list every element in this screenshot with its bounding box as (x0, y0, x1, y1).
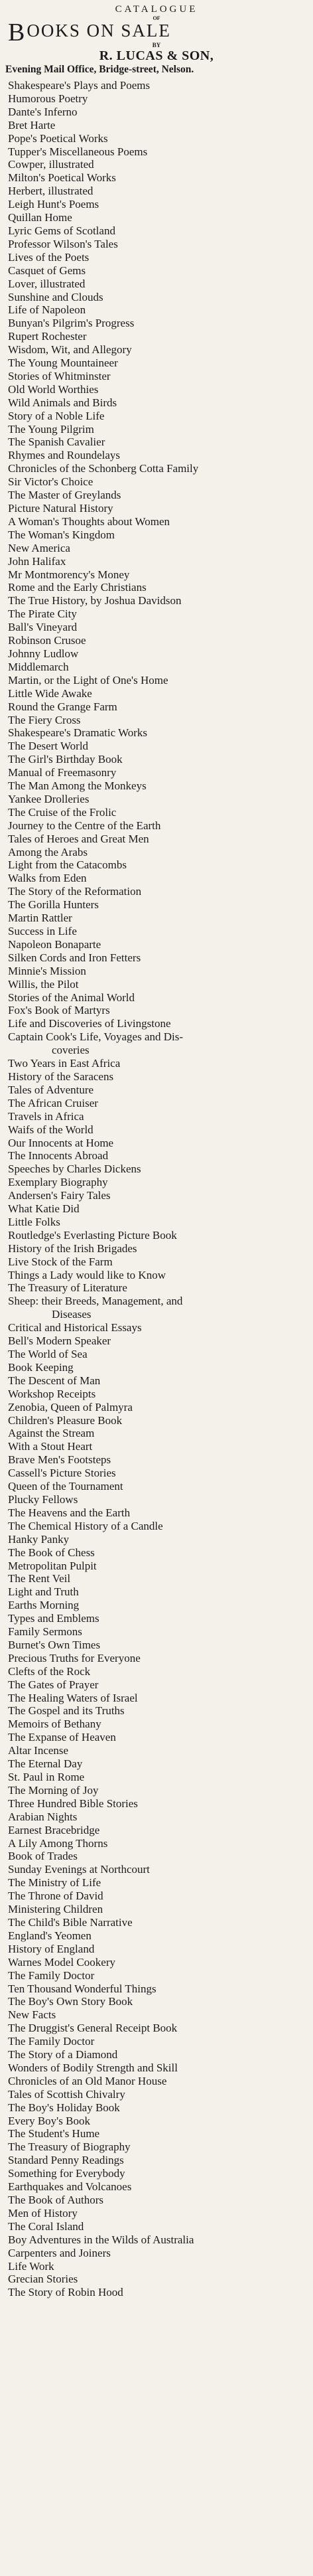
book-entry: Altar Incense (8, 1744, 69, 1757)
book-entry: Workshop Receipts (8, 1387, 96, 1400)
book-entry: Martin, or the Light of One's Home (8, 673, 168, 686)
book-entry: Journey to the Centre of the Earth (8, 819, 161, 832)
book-entry: The True History, by Joshua Davidson (8, 594, 182, 607)
book-entry: Rome and the Early Christians (8, 581, 147, 594)
book-entry: Zenobia, Queen of Palmyra (8, 1400, 133, 1413)
book-entry: Robinson Crusoe (8, 634, 86, 647)
book-entry: Wisdom, Wit, and Allegory (8, 343, 132, 357)
book-entry: Herbert, illustrated (8, 185, 94, 198)
book-entry: A Woman's Thoughts about Women (8, 515, 170, 528)
book-entry: The Family Doctor (8, 1969, 95, 1982)
book-entry: The Story of Robin Hood (8, 2286, 123, 2299)
book-entry: Life of Napoleon (8, 303, 86, 317)
book-entry: Something for Everybody (8, 2167, 125, 2180)
book-entry: Hanky Panky (8, 1532, 70, 1546)
book-entry: Tales of Scottish Chivalry (8, 2087, 125, 2101)
book-entry: Metropolitan Pulpit (8, 1559, 97, 1572)
book-entry: Book Keeping (8, 1360, 74, 1374)
book-entry: Memoirs of Bethany (8, 1718, 101, 1731)
book-entry: Leigh Hunt's Poems (8, 198, 99, 211)
book-entry: Standard Penny Readings (8, 2154, 124, 2167)
book-entry: Milton's Poetical Works (8, 171, 116, 185)
by-line: BY (152, 42, 161, 48)
book-entry: The Morning of Joy (8, 1783, 99, 1797)
book-entry: The World of Sea (8, 1348, 88, 1360)
book-entry: Tales of Heroes and Great Men (8, 832, 149, 845)
book-entry: Every Boy's Book (8, 2114, 90, 2127)
book-entry: Waifs of the World (8, 1123, 94, 1136)
book-entry: Chronicles of the Schonberg Cotta Family (8, 462, 199, 475)
book-entry: The Eternal Day (8, 1757, 83, 1771)
book-entry: The Story of the Reformation (8, 885, 142, 898)
book-entry: Cassell's Picture Stories (8, 1467, 116, 1480)
book-entry: Stories of Whitminster (8, 369, 111, 382)
book-entry: Little Folks (8, 1215, 60, 1228)
book-entry: Mr Montmorency's Money (8, 568, 130, 581)
book-entry: The Treasury of Literature (8, 1281, 127, 1295)
book-entry: The Woman's Kingdom (8, 528, 115, 541)
book-entry: Life and Discoveries of Livingstone (8, 1017, 171, 1030)
book-entry: The Throne of David (8, 1890, 103, 1903)
book-entry: The Young Pilgrim (8, 422, 94, 436)
book-entry: Martin Rattler (8, 912, 72, 925)
book-entry: Critical and Historical Essays (8, 1321, 142, 1334)
book-entry: Success in Life (8, 925, 77, 937)
book-entry: Story of a Noble Life (8, 409, 105, 422)
book-list (4, 79, 309, 2299)
book-entry: Ten Thousand Wonderful Things (8, 1982, 156, 1995)
book-entry: Humorous Poetry (8, 92, 88, 105)
book-entry: Dante's Inferno (8, 105, 78, 118)
book-entry: Little Wide Awake (8, 686, 92, 700)
book-entry: Captain Cook's Life, Voyages and Dis- (8, 1030, 184, 1044)
book-entry: Casquet of Gems (8, 264, 86, 277)
book-entry: Book of Trades (8, 1850, 78, 1863)
book-entry: The Young Mountaineer (8, 357, 118, 370)
book-entry: The Ministry of Life (8, 1876, 101, 1890)
book-entry: The Master of Greylands (8, 489, 121, 502)
book-entry: Shakespeare's Dramatic Works (8, 726, 148, 740)
book-entry: Bunyan's Pilgrim's Progress (8, 317, 135, 330)
book-entry: Bell's Modern Speaker (8, 1334, 111, 1348)
book-entry: Ball's Vineyard (8, 621, 78, 634)
book-entry: Stories of the Animal World (8, 991, 135, 1004)
book-entry: St. Paul in Rome (8, 1771, 85, 1783)
book-entry: coveries (52, 1044, 90, 1057)
book-entry: The Story of a Diamond (8, 2048, 118, 2061)
book-entry: Shakespeare's Plays and Poems (8, 79, 151, 92)
book-entry: Chronicles of an Old Manor House (8, 2074, 167, 2087)
book-entry: The Innocents Abroad (8, 1149, 109, 1163)
book-entry: Earnest Bracebridge (8, 1823, 100, 1836)
book-entry: Grecian Stories (8, 2273, 78, 2286)
book-entry: England's Yeomen (8, 1929, 92, 1942)
book-entry: The African Cruiser (8, 1096, 98, 1109)
book-entry: Live Stock of the Farm (8, 1255, 113, 1268)
book-entry: John Halifax (8, 554, 66, 568)
book-entry: The Book of Chess (8, 1546, 95, 1559)
book-entry: Arabian Nights (8, 1810, 78, 1823)
book-entry: The Gorilla Hunters (8, 898, 99, 912)
book-entry: The Gates of Prayer (8, 1678, 99, 1691)
book-entry: Travels in Africa (8, 1109, 84, 1123)
book-entry: Andersen's Fairy Tales (8, 1189, 111, 1202)
book-entry: Wonders of Bodily Strength and Skill (8, 2061, 178, 2074)
book-entry: The Rent Veil (8, 1572, 71, 1585)
publisher-name: R. LUCAS & SON, (99, 48, 214, 63)
book-entry: The Cruise of the Frolic (8, 805, 117, 819)
book-entry: Silken Cords and Iron Fetters (8, 951, 141, 964)
book-entry: Burnet's Own Times (8, 1638, 101, 1651)
book-entry: Wild Animals and Birds (8, 396, 117, 409)
book-entry: The Treasury of Biography (8, 2140, 131, 2154)
book-entry: Life Work (8, 2259, 54, 2273)
book-entry: The Druggist's General Receipt Book (8, 2022, 178, 2035)
book-entry: Tupper's Miscellaneous Poems (8, 145, 148, 158)
book-entry: The Child's Bible Narrative (8, 1915, 133, 1929)
book-entry: Earths Morning (8, 1599, 80, 1612)
book-entry: Sheep: their Breeds, Management, and (8, 1295, 183, 1308)
publisher-address: Evening Mail Office, Bridge-street, Nelson. (5, 64, 194, 75)
book-entry: Pope's Poetical Works (8, 131, 108, 145)
book-entry: Men of History (8, 2206, 78, 2219)
book-entry: Earthquakes and Volcanoes (8, 2180, 132, 2194)
book-entry: Lyric Gems of Scotland (8, 224, 115, 237)
book-entry: History of England (8, 1942, 95, 1955)
book-entry: The Chemical History of a Candle (8, 1519, 163, 1532)
book-entry: The Spanish Cavalier (8, 436, 105, 449)
book-entry: Johnny Ludlow (8, 647, 79, 660)
book-entry: Two Years in East Africa (8, 1057, 121, 1070)
book-entry: Sir Victor's Choice (8, 475, 94, 489)
books-on-sale-text: OOKS ON SALE (27, 21, 171, 40)
book-entry: The Gospel and its Truths (8, 1704, 125, 1718)
book-entry: Middlemarch (8, 660, 69, 673)
book-entry: New America (8, 541, 70, 554)
book-entry: Minnie's Mission (8, 964, 86, 977)
book-entry: Round the Grange Farm (8, 700, 117, 713)
book-entry: Clefts of the Rock (8, 1664, 91, 1678)
book-entry: Types and Emblems (8, 1612, 99, 1625)
book-entry: The Expanse of Heaven (8, 1731, 116, 1744)
book-entry: Our Innocents at Home (8, 1136, 114, 1149)
book-entry: Quillan Home (8, 211, 72, 224)
book-entry: The Man Among the Monkeys (8, 779, 147, 793)
book-entry: The Boy's Holiday Book (8, 2101, 120, 2114)
book-entry: Picture Natural History (8, 502, 113, 515)
book-entry: Queen of the Tournament (8, 1480, 123, 1493)
book-entry: The Boy's Own Story Book (8, 1995, 133, 2008)
book-entry: History of the Saracens (8, 1070, 114, 1083)
book-entry: Fox's Book of Martyrs (8, 1004, 110, 1017)
book-entry: Brave Men's Footsteps (8, 1453, 111, 1467)
book-entry: Carpenters and Joiners (8, 2246, 111, 2259)
book-entry: Things a Lady would like to Know (8, 1268, 166, 1281)
book-entry: The Healing Waters of Israel (8, 1691, 138, 1704)
book-entry: The Pirate City (8, 607, 77, 621)
book-entry: Professor Wilson's Tales (8, 237, 118, 250)
book-entry: Precious Truths for Everyone (8, 1651, 141, 1664)
book-entry: Among the Arabs (8, 845, 88, 858)
book-entry: Sunshine and Clouds (8, 290, 103, 303)
drop-cap: B (8, 19, 27, 46)
book-entry: Yankee Drolleries (8, 792, 90, 805)
book-entry: The Book of Authors (8, 2194, 104, 2206)
book-entry: Family Sermons (8, 1625, 82, 1639)
book-entry: A Lily Among Thorns (8, 1836, 108, 1850)
book-entry: Speeches by Charles Dickens (8, 1163, 141, 1176)
book-entry: The Heavens and the Earth (8, 1506, 131, 1519)
book-entry: The Desert World (8, 740, 89, 753)
book-entry: Old World Worthies (8, 382, 99, 396)
catalogue-heading: CATALOGUE (115, 4, 198, 15)
book-entry: The Student's Hume (8, 2127, 100, 2140)
book-entry: Willis, the Pilot (8, 977, 79, 991)
book-entry: With a Stout Heart (8, 1440, 93, 1453)
book-entry: The Fiery Cross (8, 713, 81, 726)
book-entry: Boy Adventures in the Wilds of Australia (8, 2233, 194, 2246)
book-entry: Ministering Children (8, 1903, 103, 1916)
book-entry: Rupert Rochester (8, 330, 87, 343)
book-entry: Manual of Freemasonry (8, 766, 117, 779)
book-entry: History of the Irish Brigades (8, 1242, 137, 1255)
book-entry: Cowper, illustrated (8, 158, 94, 171)
book-entry: Warnes Model Cookery (8, 1955, 115, 1969)
book-entry: Children's Pleasure Book (8, 1413, 123, 1427)
book-entry: Against the Stream (8, 1427, 95, 1440)
book-entry: Lover, illustrated (8, 277, 86, 290)
book-entry: Plucky Fellows (8, 1492, 78, 1506)
book-entry: Walks from Eden (8, 872, 87, 885)
book-entry: What Katie Did (8, 1202, 80, 1216)
book-entry: The Girl's Birthday Book (8, 753, 123, 766)
book-entry: Light from the Catacombs (8, 858, 127, 872)
book-entry: Tales of Adventure (8, 1083, 94, 1096)
book-entry: Exemplary Biography (8, 1176, 108, 1189)
book-entry: The Descent of Man (8, 1374, 101, 1387)
book-entry: The Coral Island (8, 2219, 84, 2233)
book-entry: Sunday Evenings at Northcourt (8, 1863, 150, 1876)
book-entry: Bret Harte (8, 118, 56, 131)
book-entry: Lives of the Poets (8, 250, 90, 264)
book-entry: Rhymes and Roundelays (8, 449, 121, 462)
book-entry: Routledge's Everlasting Picture Book (8, 1228, 177, 1242)
book-entry: New Facts (8, 2008, 56, 2022)
book-entry: Three Hundred Bible Stories (8, 1797, 138, 1810)
of-line: OF (153, 15, 160, 21)
book-entry: The Family Doctor (8, 2035, 95, 2048)
book-entry: Light and Truth (8, 1585, 79, 1599)
book-entry: Diseases (52, 1308, 92, 1321)
book-entry: Napoleon Bonaparte (8, 937, 101, 951)
